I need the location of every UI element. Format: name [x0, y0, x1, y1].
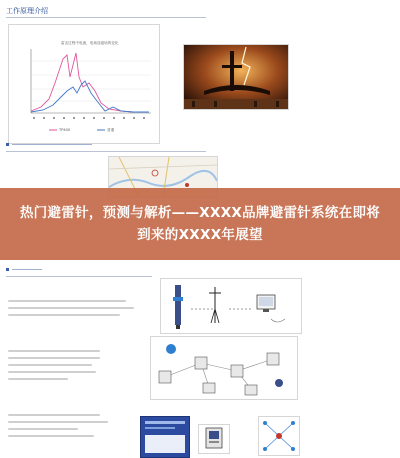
paragraph-line — [8, 428, 78, 430]
sensor-map-image — [259, 417, 299, 455]
section-rule — [6, 151, 206, 152]
legend-normal: 普通 — [107, 128, 115, 132]
section-rule — [6, 17, 206, 18]
sensor-map — [258, 416, 300, 456]
section-title-2-line — [12, 144, 92, 145]
banner-title: 热门避雷针，预测与解析——XXXX品牌避雷针系统在即将到来的XXXX年展望 — [19, 205, 381, 243]
paragraph-line — [8, 414, 100, 416]
paragraph-line — [8, 435, 94, 437]
section-bullet — [6, 143, 9, 146]
paragraph-line — [8, 421, 108, 423]
section-rule — [6, 276, 152, 277]
paragraph-line — [44, 350, 100, 352]
network-topology-image — [151, 337, 297, 399]
sensor-link-diagram — [161, 279, 301, 333]
tower-photo — [183, 44, 289, 110]
network-diagram — [150, 336, 298, 400]
paragraph-line — [8, 314, 120, 316]
legend-tp400: TP400 — [59, 128, 71, 132]
section-bullet — [6, 268, 9, 271]
brochure-thumbnail — [140, 416, 190, 458]
discharge-chart — [8, 24, 160, 144]
device-photo — [198, 424, 230, 454]
device-image — [199, 425, 229, 453]
paragraph-line — [8, 357, 100, 359]
section-title-1: 工作原理介绍 — [6, 7, 48, 15]
system-diagram-1 — [160, 278, 302, 334]
paragraph-line — [8, 307, 134, 309]
lightning-tower-image — [184, 45, 288, 109]
section-title-3-line — [12, 269, 42, 270]
chart-title: 雷击过程中电流，电场及磁场的变化 — [61, 41, 119, 45]
chart-plot — [9, 25, 159, 143]
paragraph-line — [8, 300, 126, 302]
title-banner — [0, 188, 400, 260]
paragraph-line — [8, 364, 92, 366]
paragraph-line — [8, 371, 96, 373]
paragraph-line — [8, 378, 68, 380]
